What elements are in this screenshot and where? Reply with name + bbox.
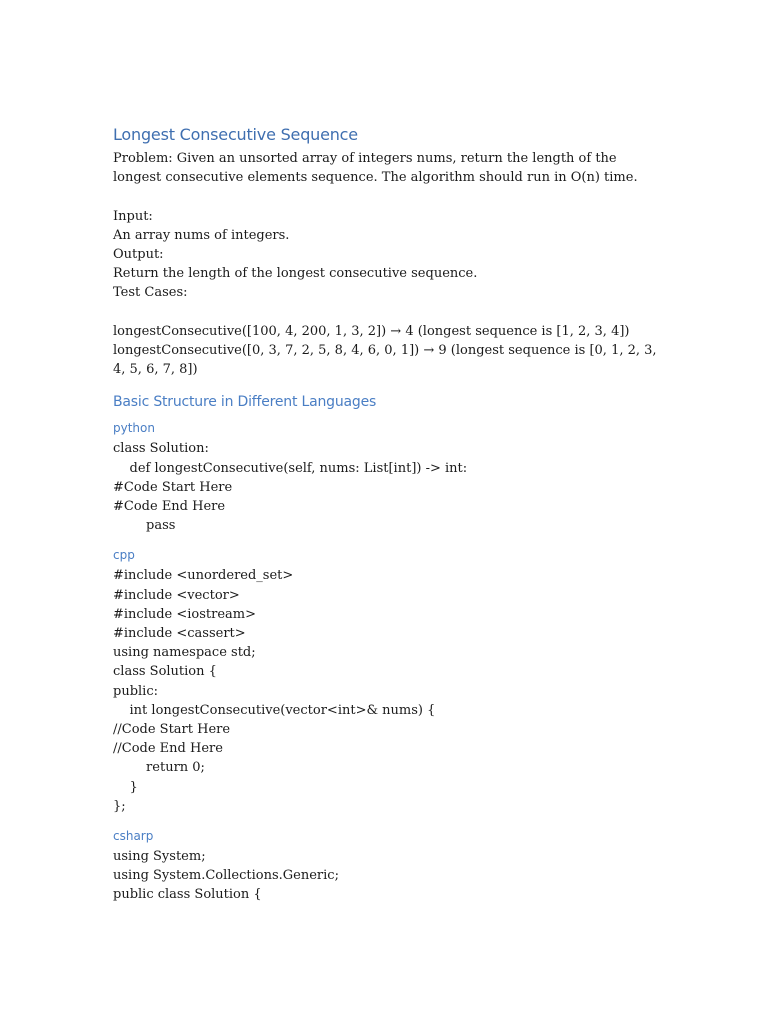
code-line: pass	[113, 518, 176, 534]
language-heading-csharp: csharp	[113, 829, 154, 844]
document-page	[113, 124, 658, 905]
language-heading-cpp: cpp	[113, 548, 135, 563]
code-line: return 0;	[113, 760, 205, 776]
code-block-cpp	[113, 566, 658, 816]
code-line: using System.Collections.Generic;	[113, 868, 339, 884]
code-line: //Code End Here	[113, 741, 223, 757]
code-line: class Solution {	[113, 664, 217, 680]
code-line: class Solution:	[113, 441, 209, 457]
code-block-python	[113, 439, 658, 535]
code-line: using System;	[113, 849, 206, 865]
code-line: #Code End Here	[113, 499, 226, 515]
code-line: };	[113, 798, 126, 814]
problem-statement: Problem: Given an unsorted array of integers nums, return the length of the longest consecutive elements sequence. The algorithm should run in O(n) time.	[113, 151, 638, 186]
code-line: #include <vector>	[113, 587, 240, 603]
test-cases-label: Test Cases:	[113, 285, 188, 301]
code-line: def longestConsecutive(self, nums: List[int]) -> int:	[113, 460, 468, 476]
code-line: //Code Start Here	[113, 722, 231, 738]
output-description: Return the length of the longest consecutive sequence.	[113, 266, 478, 282]
code-line: #Code Start Here	[113, 479, 233, 495]
spacer	[113, 303, 658, 322]
code-line: #include <cassert>	[113, 626, 246, 642]
output-label: Output:	[113, 247, 164, 262]
code-line: }	[113, 779, 138, 795]
section-heading: Basic Structure in Different Languages	[113, 394, 377, 411]
document-title: Longest Consecutive Sequence	[113, 125, 358, 144]
language-heading-python: python	[113, 421, 155, 436]
input-description: An array nums of integers.	[113, 227, 290, 243]
input-label: Input:	[113, 208, 153, 224]
code-line: #include <iostream>	[113, 606, 257, 622]
code-block-csharp	[113, 847, 658, 905]
code-line: #include <unordered_set>	[113, 568, 294, 584]
code-line: int longestConsecutive(vector<int>& nums) {	[113, 702, 436, 718]
code-line: public class Solution {	[113, 887, 262, 903]
test-case: longestConsecutive([100, 4, 200, 1, 3, 2]) → 4 (longest sequence is [1, 2, 3, 4])	[113, 323, 630, 339]
test-case: longestConsecutive([0, 3, 7, 2, 5, 8, 4, 6, 0, 1]) → 9 (longest sequence is [0, 1, 2, 3, 4, 5, 6, 7, 8])	[113, 343, 657, 378]
code-line: using namespace std;	[113, 645, 256, 661]
code-line: public:	[113, 683, 158, 699]
spacer	[113, 187, 658, 206]
